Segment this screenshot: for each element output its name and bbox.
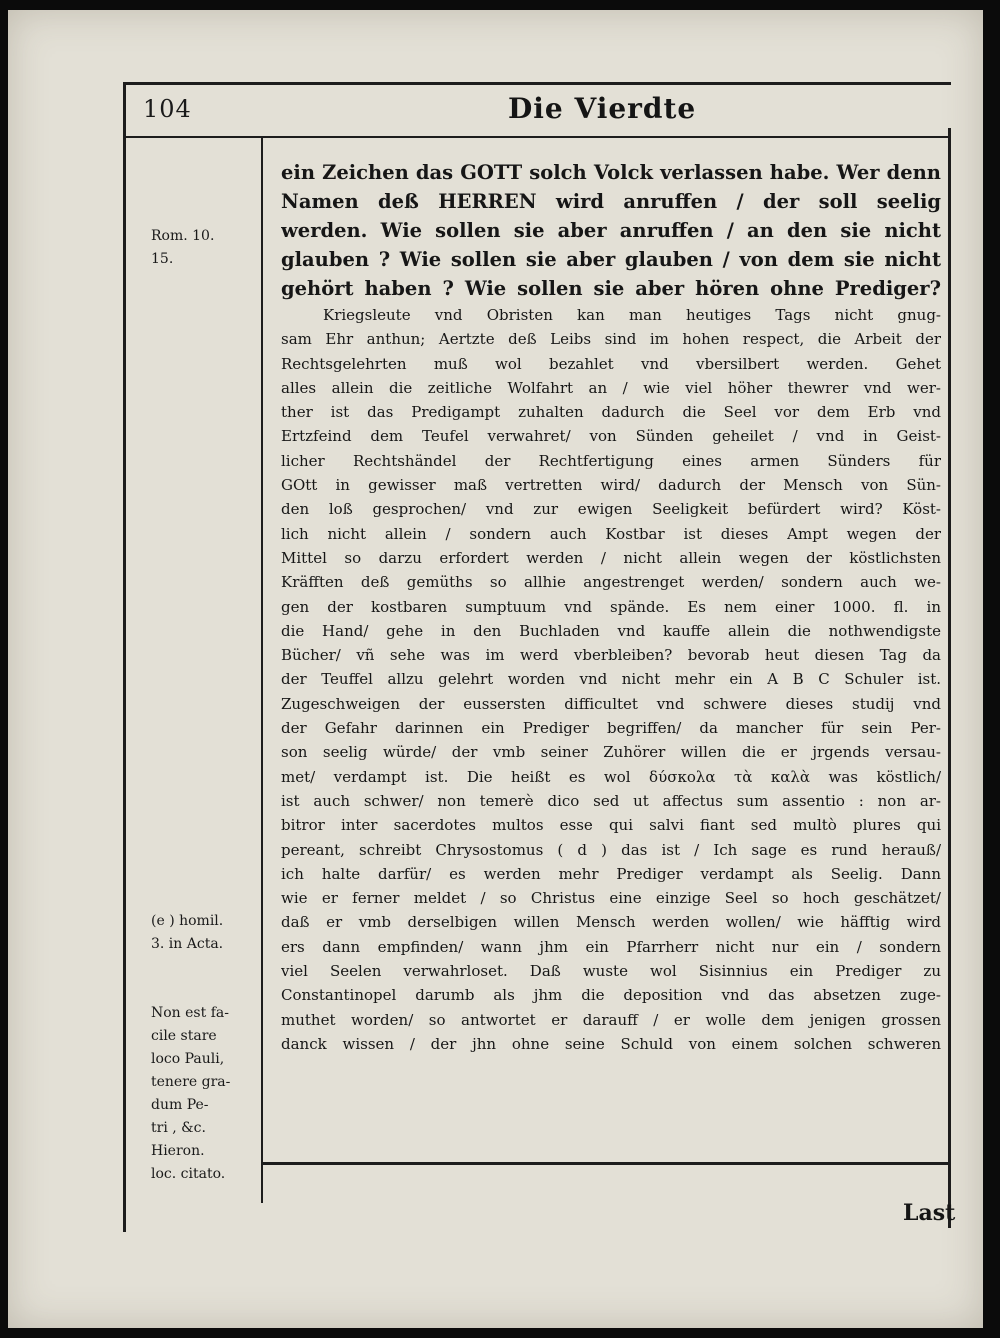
text-line: lich nicht allein / sondern auch Kostbar ist dieses Ampt wegen der [281,524,941,543]
text-line: pereant, schreibt Chrysostomus ( d ) das ist / Ich sage es rund herauß/ [281,840,941,859]
book-page [8,10,983,1328]
text-line: Mittel so darzu erfordert werden / nicht allein wegen der köstlichsten [281,548,941,567]
top-rule [126,82,951,85]
margin-note-romans: Rom. 10. 15. [151,228,215,267]
text-line: bitror inter sacerdotes multos esse qui salvi fiant sed multò plures qui [281,816,941,835]
scripture-line: Namen deß HERREN wird anruffen / der soll seelig [281,190,941,213]
text-line: den loß gesprochen/ vnd zur ewigen Seeligkeit befürdert wird? Köst- [281,500,941,519]
running-head: Die Vierdte [508,92,697,125]
scripture-line: glauben ? Wie sollen sie aber glauben / von dem sie nicht [281,248,941,271]
text-line: wie er ferner meldet / so Christus eine einzige Seel so hoch geschätzet/ [281,889,941,908]
margin-note-homily: (e ) homil. 3. in Acta. [151,913,224,952]
scripture-line: werden. Wie sollen sie aber anruffen / an den sie nicht [281,219,941,242]
scripture-line: ein Zeichen das GOTT solch Volck verlassen habe. Wer denn [281,161,941,184]
left-frame-rule [123,82,126,1232]
text-line: ther ist das Predigampt zuhalten dadurch die Seel vor dem Erb vnd [281,403,941,422]
catchword: Last [903,1200,956,1226]
text-line: GOtt in gewisser maß vertretten wird/ dadurch der Mensch von Sün- [281,476,941,495]
text-line: viel Seelen verwahrloset. Daß wuste wol Sisinnius ein Prediger zu [281,962,941,981]
margin-column-rule [261,138,263,1203]
text-line: Zugeschweigen der eussersten difficultet vnd schwere dieses studij vnd [281,694,941,713]
text-line: Kräfften deß gemüths so allhie angestrenget werden/ sondern auch we- [281,573,941,592]
margin-note-hieronymus: Non est fa- cile stare loco Pauli, tenere gra- dum Pe- tri , &c. Hieron. loc. citato. [151,1005,231,1182]
text-line: daß er vmb derselbigen willen Mensch werden wollen/ wie häfftig wird [281,913,941,932]
text-line: der Teuffel allzu gelehrt worden vnd nicht mehr ein A B C Schuler ist. [281,670,941,689]
text-line: ich halte darfür/ es werden mehr Prediger verdampt als Seelig. Dann [281,864,941,883]
text-line: sam Ehr anthun; Aertzte deß Leibs sind im hohen respect, die Arbeit der [281,330,941,349]
text-line: son seelig würde/ der vmb seiner Zuhörer willen die er jrgends versau- [281,743,941,762]
text-line: ers dann empfinden/ wann jhm ein Pfarrherr nicht nur ein / sondern [281,937,941,956]
text-line: der Gefahr darinnen ein Prediger begriffen/ da mancher für sein Per- [281,719,941,738]
body-text [281,158,941,1056]
text-line: Bücher/ vñ sehe was im werd vberbleiben? bevorab heut diesen Tag da [281,646,941,665]
text-line: met/ verdampt ist. Die heißt es wol δύσκολα τὰ καλὰ was köstlich/ [281,767,941,786]
text-line: die Hand/ gehe in den Buchladen vnd kauffe allein die nothwendigste [281,621,941,640]
text-line: licher Rechtshändel der Rechtfertigung eines armen Sünders für [281,451,941,470]
page-number: 104 [143,95,192,123]
text-line: Ertzfeind dem Teufel verwahret/ von Sünden geheilet / vnd in Geist- [281,427,941,446]
header-rule [126,136,951,138]
text-line: muthet worden/ so antwortet er darauff / er wolle dem jenigen grossen [281,1010,941,1029]
text-line: Rechtsgelehrten muß wol bezahlet vnd vbersilbert werden. Gehet [281,354,941,373]
text-line: Constantinopel darumb als jhm die deposition vnd das absetzen zuge- [281,986,941,1005]
text-line: ist auch schwer/ non temerè dico sed ut affectus sum assentio : non ar- [281,791,941,810]
footer-rule [263,1162,948,1165]
right-frame-rule [948,128,951,1228]
text-line: danck wissen / der jhn ohne seine Schuld von einem solchen schweren [281,1034,941,1053]
scripture-line: gehört haben ? Wie sollen sie aber hören ohne Prediger? [281,277,941,300]
text-line: Kriegsleute vnd Obristen kan man heutiges Tags nicht gnug- [323,306,941,324]
text-line: gen der kostbaren sumptuum vnd spände. Es nem einer 1000. fl. in [281,597,941,616]
text-line: alles allein die zeitliche Wolfahrt an / wie viel höher thewrer vnd wer- [281,378,941,397]
